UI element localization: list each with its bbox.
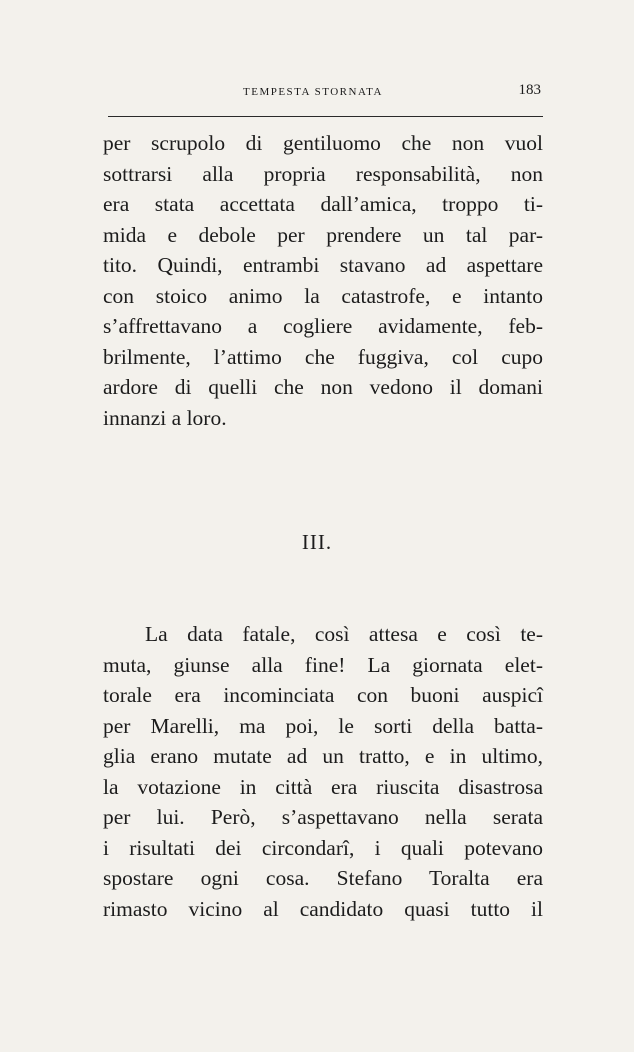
header-rule xyxy=(108,116,543,117)
text-line: tito. Quindi, entrambi stavano ad aspettare xyxy=(103,253,543,277)
text-line: s’affrettavano a cogliere avidamente, feb- xyxy=(103,314,543,338)
text-line: ardore di quelli che non vedono il domani xyxy=(103,375,543,399)
text-line: brilmente, l’attimo che fuggiva, col cupo xyxy=(103,344,543,369)
text-line: per lui. Però, s’aspettavano nella serata xyxy=(103,805,543,829)
text-line: glia erano mutate ad un tratto, e in ultimo, xyxy=(103,744,543,768)
text-line: la votazione in città era riuscita disastrosa xyxy=(103,774,543,799)
running-title: TEMPESTA STORNATA xyxy=(243,86,383,98)
text-line: spostare ogni cosa. Stefano Toralta era xyxy=(103,866,543,890)
text-line: per Marelli, ma poi, le sorti della batta- xyxy=(103,713,543,738)
text-line: con stoico animo la catastrofe, e intanto xyxy=(103,283,543,308)
section-heading: III. xyxy=(301,530,333,554)
text-line: per scrupolo di gentiluomo che non vuol xyxy=(103,131,543,155)
text-line: mida e debole per prendere un tal par- xyxy=(103,222,543,247)
text-line: i risultati dei circondarî, i quali potevano xyxy=(103,835,543,860)
text-line: La data fatale, così attesa e così te- xyxy=(145,622,543,646)
text-line: sottrarsi alla propria responsabilità, non xyxy=(103,161,543,186)
page-header xyxy=(108,80,543,108)
paragraph-1 xyxy=(103,128,543,433)
page-number: 183 xyxy=(518,82,541,98)
text-line: innanzi a loro. xyxy=(103,405,227,430)
text-line: muta, giunse alla fine! La giornata elet- xyxy=(103,652,543,677)
paragraph-2 xyxy=(103,619,543,924)
text-line: rimasto vicino al candidato quasi tutto il xyxy=(103,896,543,921)
text-line: era stata accettata dall’amica, troppo ti- xyxy=(103,192,543,216)
text-line: torale era incominciata con buoni auspicî xyxy=(103,683,543,707)
